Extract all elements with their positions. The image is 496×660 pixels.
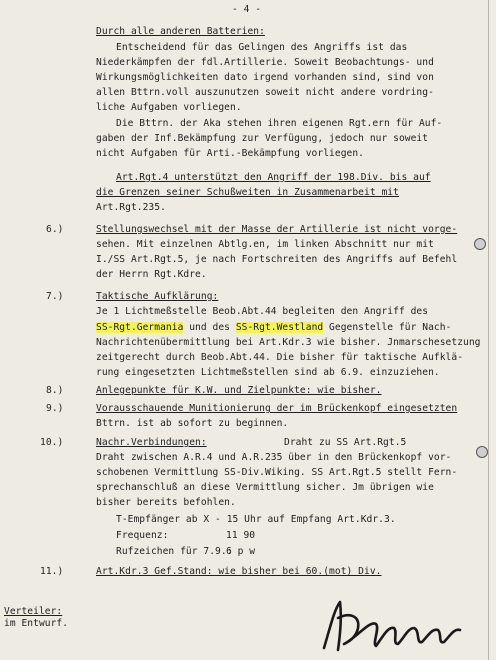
punch-hole-mark-2 [476,446,488,458]
text-line: Taktische Aufklärung: [96,291,219,302]
text-line: 6 p w [226,546,256,557]
text-line: Entscheidend für das Gelingen des Angriffs ist das [116,42,408,53]
text-line: 7.) [46,291,64,302]
text-line: allen Bttrn.voll auszunutzen soweit nicht andere vordring- [96,87,434,98]
text-line: Art.Rgt.4 unterstützt den Angriff der 198.Div. bis auf [116,172,431,183]
text-line: schobenen Vermittlung SS-Div.Wiking. SS Art.Rgt.5 stellt Fern- [96,467,458,478]
text-line: Stellungswechsel mit der Masse der Artillerie ist nicht vorge- [96,224,458,235]
text-line: liche Aufgaben vorliegen. [96,102,242,113]
highlight-germania: SS-Rgt.Germania [96,322,184,333]
text-line: sehen. Mit einzelnen Abtlg.en, im linken Abschnitt nur mit [96,239,434,250]
text-line: 8.) [46,385,64,396]
text-line: Je 1 Lichtmeßstelle Beob.Abt.44 begleiten den Angriff des [96,306,429,317]
text-line: 9.) [46,403,64,414]
handwritten-signature [320,598,470,654]
text-line: Niederkämpfen der fdl.Artillerie. Soweit Beobachtungs- und [96,57,434,68]
text-line: I./SS Art.Rgt.5, je nach Fortschreiten des Angriffs auf Befehl [96,254,458,265]
text-line: gaben der Inf.Bekämpfung zur Verfügung, jedoch nur soweit [96,133,429,144]
text-line: Die Bttrn. der Aka stehen ihren eigenen Rgt.ern für Auf- [116,118,443,129]
line-units [96,322,451,333]
text-line: Wirkungsmöglichkeiten dato irgend vorhanden sind, sind von [96,72,434,83]
text-line: nicht Aufgaben für Arti.-Bekämpfung vorliegen. [96,148,364,159]
page-number: - 4 - [232,4,262,15]
text-line: Draht zwischen A.R.4 und A.R.235 über in den Brückenkopf vor- [96,452,452,463]
text-line: 11.) [40,566,64,577]
text-line: Nachrichtenübermittlung bei Art.Kdr.3 wie bisher. Jnmarschesetzung [96,337,481,348]
text-line: 11 90 [226,530,256,541]
text-line: Verteiler: [4,606,63,617]
text-line: der Herrn Rgt.Kdre. [96,269,207,280]
text-line: Anlegepunkte für K.W. und Zielpunkte: wie bisher. [96,385,382,396]
punch-hole-mark [474,238,486,250]
text-line: zeitgerecht durch Beob.Abt.44. Die bisher für taktische Aufklä- [96,352,464,363]
text-line: Frequenz: [116,530,169,541]
text-line: bisher bereits befohlen. [96,497,236,508]
text-gegenstelle: Gegenstelle für Nach- [323,322,452,333]
highlight-westland: SS-Rgt.Westland [235,322,324,333]
text-line: 10.) [40,437,64,448]
text-line: Vorausschauende Munitionierung der im Brückenkopf eingesetzten [96,403,458,414]
text-line: sprechanschluß an diese Vermittlung sicher. Jm übrigen wie [96,482,434,493]
page-edge-line [488,0,489,660]
text-line: die Grenzen seiner Schußweiten in Zusammenarbeit mit [96,187,399,198]
text-line: rung eingesetzten Lichtmeßstellen sind ab 6.9. einzuziehen. [96,367,440,378]
text-line: Durch alle anderen Batterien: [96,26,265,37]
text-line: T-Empfänger ab X - 15 Uhr auf Empfang Art.Kdr.3. [116,514,396,525]
text-und-des: und des [183,322,236,333]
text-line: Bttrn. ist ab sofort zu beginnen. [96,418,289,429]
text-line: 6.) [46,224,64,235]
text-line: im Entwurf. [4,618,69,629]
text-line: Art.Rgt.235. [96,202,166,213]
text-line: Draht zu SS Art.Rgt.5 [284,437,407,448]
text-line: Rufzeichen für 7.9.: [116,546,233,557]
text-line: Art.Kdr.3 Gef.Stand: wie bisher bei 60.(mot) Div. [96,566,382,577]
text-line: Nachr.Verbindungen: [96,437,207,448]
